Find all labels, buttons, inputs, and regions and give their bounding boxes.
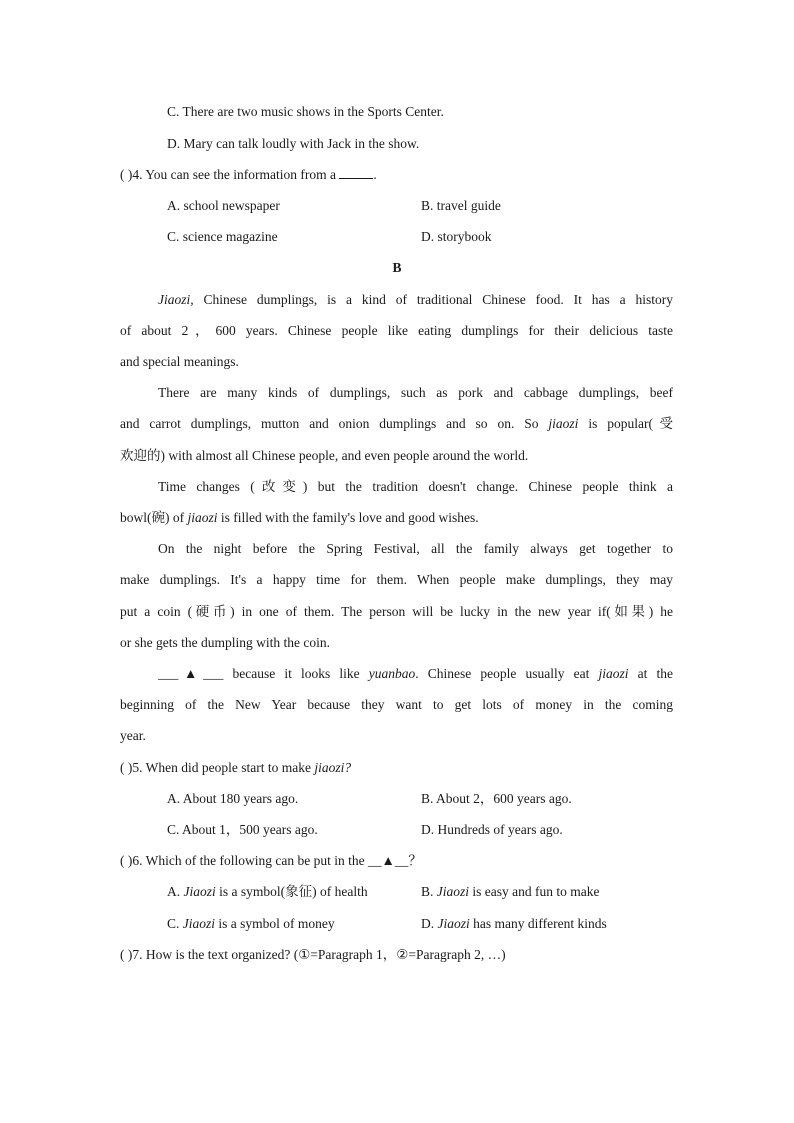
passage-p4-line2: make dumplings. It's a happy time for them. When people make dumplings, they may xyxy=(120,572,673,587)
option-d-prev: D. Mary can talk loudly with Jack in the show. xyxy=(167,136,420,151)
section-heading: B xyxy=(392,260,402,275)
passage-p5-line3: year. xyxy=(120,728,146,743)
question-4: ( )4. You can see the information from a . xyxy=(120,167,377,182)
passage-p4-line4: or she gets the dumpling with the coin. xyxy=(120,635,330,650)
passage-p1-line2: of about 2，600 years. Chinese people like eating dumplings for their delicious taste xyxy=(120,323,673,338)
passage-p1-line1: Jiaozi, Chinese dumplings, is a kind of traditional Chinese food. It has a history xyxy=(158,292,673,307)
q5-option-b: B. About 2，600 years ago. xyxy=(421,791,572,806)
q5-option-c: C. About 1，500 years ago. xyxy=(167,822,318,837)
passage-p4-line1: On the night before the Spring Festival, all the family always get together to xyxy=(158,541,673,556)
q4-option-a: A. school newspaper xyxy=(167,198,280,213)
question-5: ( )5. When did people start to make jiaozi? xyxy=(120,760,352,775)
answer-blank xyxy=(339,166,373,179)
question-blank: __▲__ xyxy=(367,853,409,868)
answer-bracket: ( ) xyxy=(120,947,133,962)
q6-option-a: A. Jiaozi is a symbol(象征) of health xyxy=(167,884,368,899)
q4-option-d: D. storybook xyxy=(421,229,492,244)
question-4-text: 4. You can see the information from a xyxy=(132,167,336,182)
answer-bracket: ( ) xyxy=(120,167,133,182)
passage-p2-line2: and carrot dumplings, mutton and onion dumplings and so on. So jiaozi is popular(受 xyxy=(120,416,673,431)
passage-p3-line2: bowl(碗) of jiaozi is filled with the family's love and good wishes. xyxy=(120,510,479,525)
passage-p2-line3: 欢迎的) with almost all Chinese people, and even people around the world. xyxy=(120,448,529,463)
q5-option-a: A. About 180 years ago. xyxy=(167,791,299,806)
passage-p3-line1: Time changes (改变) but the tradition doesn't change. Chinese people think a xyxy=(158,479,673,494)
option-c-prev: C. There are two music shows in the Sports Center. xyxy=(167,104,444,119)
question-7: ( )7. How is the text organized? (①=Paragraph 1，②=Paragraph 2, …) xyxy=(120,947,506,962)
answer-bracket: ( ) xyxy=(120,760,133,775)
passage-p2-line1: There are many kinds of dumplings, such as pork and cabbage dumplings, beef xyxy=(158,385,673,400)
q6-option-d: D. Jiaozi has many different kinds xyxy=(421,916,607,931)
q4-option-b: B. travel guide xyxy=(421,198,501,213)
q4-option-c: C. science magazine xyxy=(167,229,278,244)
passage-p1-line3: and special meanings. xyxy=(120,354,239,369)
passage-p5-line1: ___▲___ because it looks like yuanbao. Chinese people usually eat jiaozi at the xyxy=(158,666,673,681)
passage-p4-line3: put a coin (硬币) in one of them. The person will be lucky in the new year if(如果) he xyxy=(120,604,673,619)
q6-option-c: C. Jiaozi is a symbol of money xyxy=(167,916,335,931)
answer-bracket: ( ) xyxy=(120,853,133,868)
q5-option-d: D. Hundreds of years ago. xyxy=(421,822,563,837)
passage-p5-line2: beginning of the New Year because they want to get lots of money in the coming xyxy=(120,697,673,712)
q6-option-b: B. Jiaozi is easy and fun to make xyxy=(421,884,600,899)
question-6: ( )6. Which of the following can be put in the __▲__？ xyxy=(120,853,422,868)
passage-blank: ___▲___ xyxy=(158,666,224,681)
